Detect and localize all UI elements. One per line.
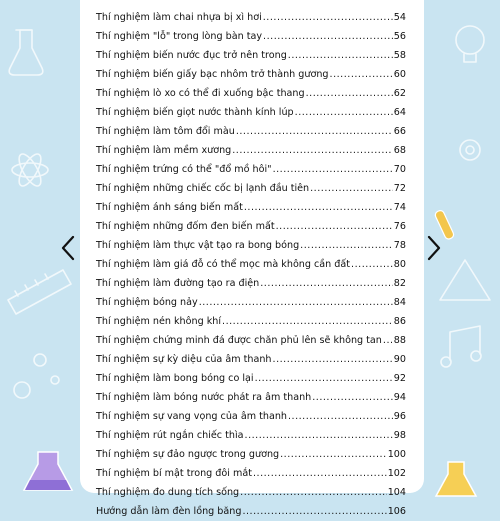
toc-leader-dots	[242, 502, 386, 521]
toc-entry[interactable]	[96, 84, 406, 103]
toc-leader-dots	[280, 445, 387, 464]
toc-entry[interactable]	[96, 312, 406, 331]
toc-entry[interactable]	[96, 122, 406, 141]
toc-entry-title: Thí nghiệm làm chai nhựa bị xì hơi	[96, 12, 262, 23]
toc-entry-page: 54	[393, 12, 406, 23]
toc-entry[interactable]	[96, 426, 406, 445]
bubbles-doodle-icon	[14, 354, 59, 398]
toc-entry[interactable]	[96, 483, 406, 502]
flask-doodle-icon	[9, 30, 43, 75]
gear-doodle-icon	[460, 140, 480, 160]
toc-entry[interactable]	[96, 502, 406, 521]
toc-entry-page: 96	[393, 411, 406, 422]
ruler-doodle-icon	[8, 270, 71, 314]
toc-entry[interactable]	[96, 388, 406, 407]
toc-entry-title: Thí nghiệm đo dung tích sống	[96, 487, 240, 498]
toc-entry-title: Thí nghiệm ánh sáng biến mất	[96, 202, 243, 213]
toc-entry-title: Thí nghiệm làm thực vật tạo ra bong bóng	[96, 240, 300, 251]
toc-entry[interactable]	[96, 103, 406, 122]
toc-entry-page: 100	[387, 449, 406, 460]
toc-leader-dots	[240, 483, 387, 502]
toc-entry-title: Thí nghiệm bí mật trong đôi mắt	[96, 468, 252, 479]
toc-entry[interactable]	[96, 198, 406, 217]
toc-entry-title: Thí nghiệm làm tôm đổi màu	[96, 126, 235, 137]
toc-leader-dots	[244, 198, 393, 217]
toc-entry-title: Thí nghiệm bóng nảy	[96, 297, 198, 308]
toc-entry[interactable]	[96, 217, 406, 236]
toc-leader-dots	[260, 274, 393, 293]
toc-entry[interactable]	[96, 236, 406, 255]
toc-entry-title: Thí nghiệm làm bong bóng co lại	[96, 373, 254, 384]
toc-entry-page: 80	[393, 259, 406, 270]
music-note-doodle-icon	[441, 326, 481, 367]
toc-entry-title: Thí nghiệm làm bóng nước phát ra âm thanh	[96, 392, 312, 403]
purple-flask-icon	[24, 452, 72, 490]
toc-entry-page: 78	[393, 240, 406, 251]
toc-entry-page: 68	[393, 145, 406, 156]
toc-entry-title: Thí nghiệm làm giá đỗ có thể mọc mà không cần đất	[96, 259, 351, 270]
triangle-doodle-icon	[440, 260, 490, 300]
toc-leader-dots	[330, 65, 393, 84]
yellow-flask-icon	[436, 462, 476, 496]
toc-entry[interactable]	[96, 369, 406, 388]
toc-leader-dots	[273, 160, 393, 179]
toc-entry-title: Thí nghiệm chứng minh đá được chăn phủ lên sẽ không tan	[96, 335, 382, 346]
toc-leader-dots	[276, 217, 393, 236]
toc-entry-page: 72	[393, 183, 406, 194]
toc-leader-dots	[306, 84, 393, 103]
toc-entry[interactable]	[96, 464, 406, 483]
toc-entry[interactable]	[96, 293, 406, 312]
toc-entry-title: Thí nghiệm làm mềm xương	[96, 145, 232, 156]
toc-entry[interactable]	[96, 350, 406, 369]
toc-entry-page: 56	[393, 31, 406, 42]
toc-entry-page: 64	[393, 107, 406, 118]
toc-entry-page: 74	[393, 202, 406, 213]
toc-entry-title: Thí nghiệm nén không khí	[96, 316, 222, 327]
toc-entry-title: Thí nghiệm biến giọt nước thành kính lúp	[96, 107, 294, 118]
toc-entry-page: 94	[393, 392, 406, 403]
toc-entry-page: 60	[393, 69, 406, 80]
toc-leader-dots	[222, 312, 393, 331]
toc-leader-dots	[300, 236, 393, 255]
toc-entry-title: Thí nghiệm trứng có thể "đổ mồ hôi"	[96, 164, 272, 175]
toc-entry[interactable]	[96, 141, 406, 160]
toc-entry[interactable]	[96, 445, 406, 464]
table-of-contents	[96, 8, 406, 521]
toc-entry[interactable]	[96, 255, 406, 274]
toc-entry-page: 86	[393, 316, 406, 327]
toc-leader-dots	[245, 426, 393, 445]
toc-leader-dots	[288, 407, 393, 426]
toc-leader-dots	[263, 27, 393, 46]
toc-leader-dots	[383, 331, 393, 350]
toc-page	[80, 0, 424, 517]
chevron-right-icon	[427, 235, 441, 261]
toc-entry[interactable]	[96, 179, 406, 198]
toc-entry-title: Thí nghiệm lò xo có thể đi xuống bậc thang	[96, 88, 305, 99]
toc-entry[interactable]	[96, 27, 406, 46]
toc-leader-dots	[232, 141, 393, 160]
toc-leader-dots	[312, 388, 393, 407]
next-page-button[interactable]	[424, 232, 444, 264]
toc-leader-dots	[236, 122, 393, 141]
toc-entry-title: Thí nghiệm những chiếc cốc bị lạnh đầu tiên	[96, 183, 310, 194]
toc-entry-page: 76	[393, 221, 406, 232]
toc-entry[interactable]	[96, 65, 406, 84]
toc-entry-page: 90	[393, 354, 406, 365]
prev-page-button[interactable]	[58, 232, 78, 264]
toc-leader-dots	[255, 369, 393, 388]
toc-entry-title: Thí nghiệm rút ngắn chiếc thìa	[96, 430, 244, 441]
toc-entry-page: 102	[387, 468, 406, 479]
toc-entry-page: 104	[387, 487, 406, 498]
toc-entry[interactable]	[96, 8, 406, 27]
toc-entry[interactable]	[96, 331, 406, 350]
toc-entry-page: 106	[387, 506, 406, 517]
toc-entry-title: Thí nghiệm biến giấy bạc nhôm trở thành gương	[96, 69, 329, 80]
toc-entry-title: Thí nghiệm "lỗ" trong lòng bàn tay	[96, 31, 263, 42]
toc-entry[interactable]	[96, 160, 406, 179]
toc-entry[interactable]	[96, 407, 406, 426]
toc-entry-page: 58	[393, 50, 406, 61]
toc-entry-page: 98	[393, 430, 406, 441]
toc-entry[interactable]	[96, 274, 406, 293]
bulb-doodle-icon	[456, 26, 484, 62]
toc-leader-dots	[310, 179, 393, 198]
toc-entry-page: 82	[393, 278, 406, 289]
toc-leader-dots	[351, 255, 393, 274]
toc-entry-page: 66	[393, 126, 406, 137]
toc-entry-title: Thí nghiệm làm đường tạo ra điện	[96, 278, 260, 289]
toc-leader-dots	[263, 8, 393, 27]
toc-leader-dots	[199, 293, 393, 312]
toc-leader-dots	[253, 464, 387, 483]
toc-leader-dots	[273, 350, 393, 369]
chevron-left-icon	[61, 235, 75, 261]
toc-entry-title: Thí nghiệm sự vang vọng của âm thanh	[96, 411, 287, 422]
toc-entry-title: Thí nghiệm biến nước đục trở nên trong	[96, 50, 287, 61]
toc-entry-title: Hướng dẫn làm đèn lồng băng	[96, 506, 242, 517]
toc-entry-page: 84	[393, 297, 406, 308]
atom-doodle-icon	[12, 151, 48, 189]
toc-entry-title: Thí nghiệm sự đảo ngược trong gương	[96, 449, 280, 460]
toc-entry-page: 88	[393, 335, 406, 346]
toc-entry[interactable]	[96, 46, 406, 65]
toc-leader-dots	[288, 46, 393, 65]
toc-leader-dots	[295, 103, 393, 122]
toc-entry-title: Thí nghiệm những đốm đen biến mất	[96, 221, 275, 232]
toc-entry-page: 62	[393, 88, 406, 99]
toc-entry-page: 70	[393, 164, 406, 175]
toc-entry-title: Thí nghiệm sự kỳ diệu của âm thanh	[96, 354, 272, 365]
toc-entry-page: 92	[393, 373, 406, 384]
